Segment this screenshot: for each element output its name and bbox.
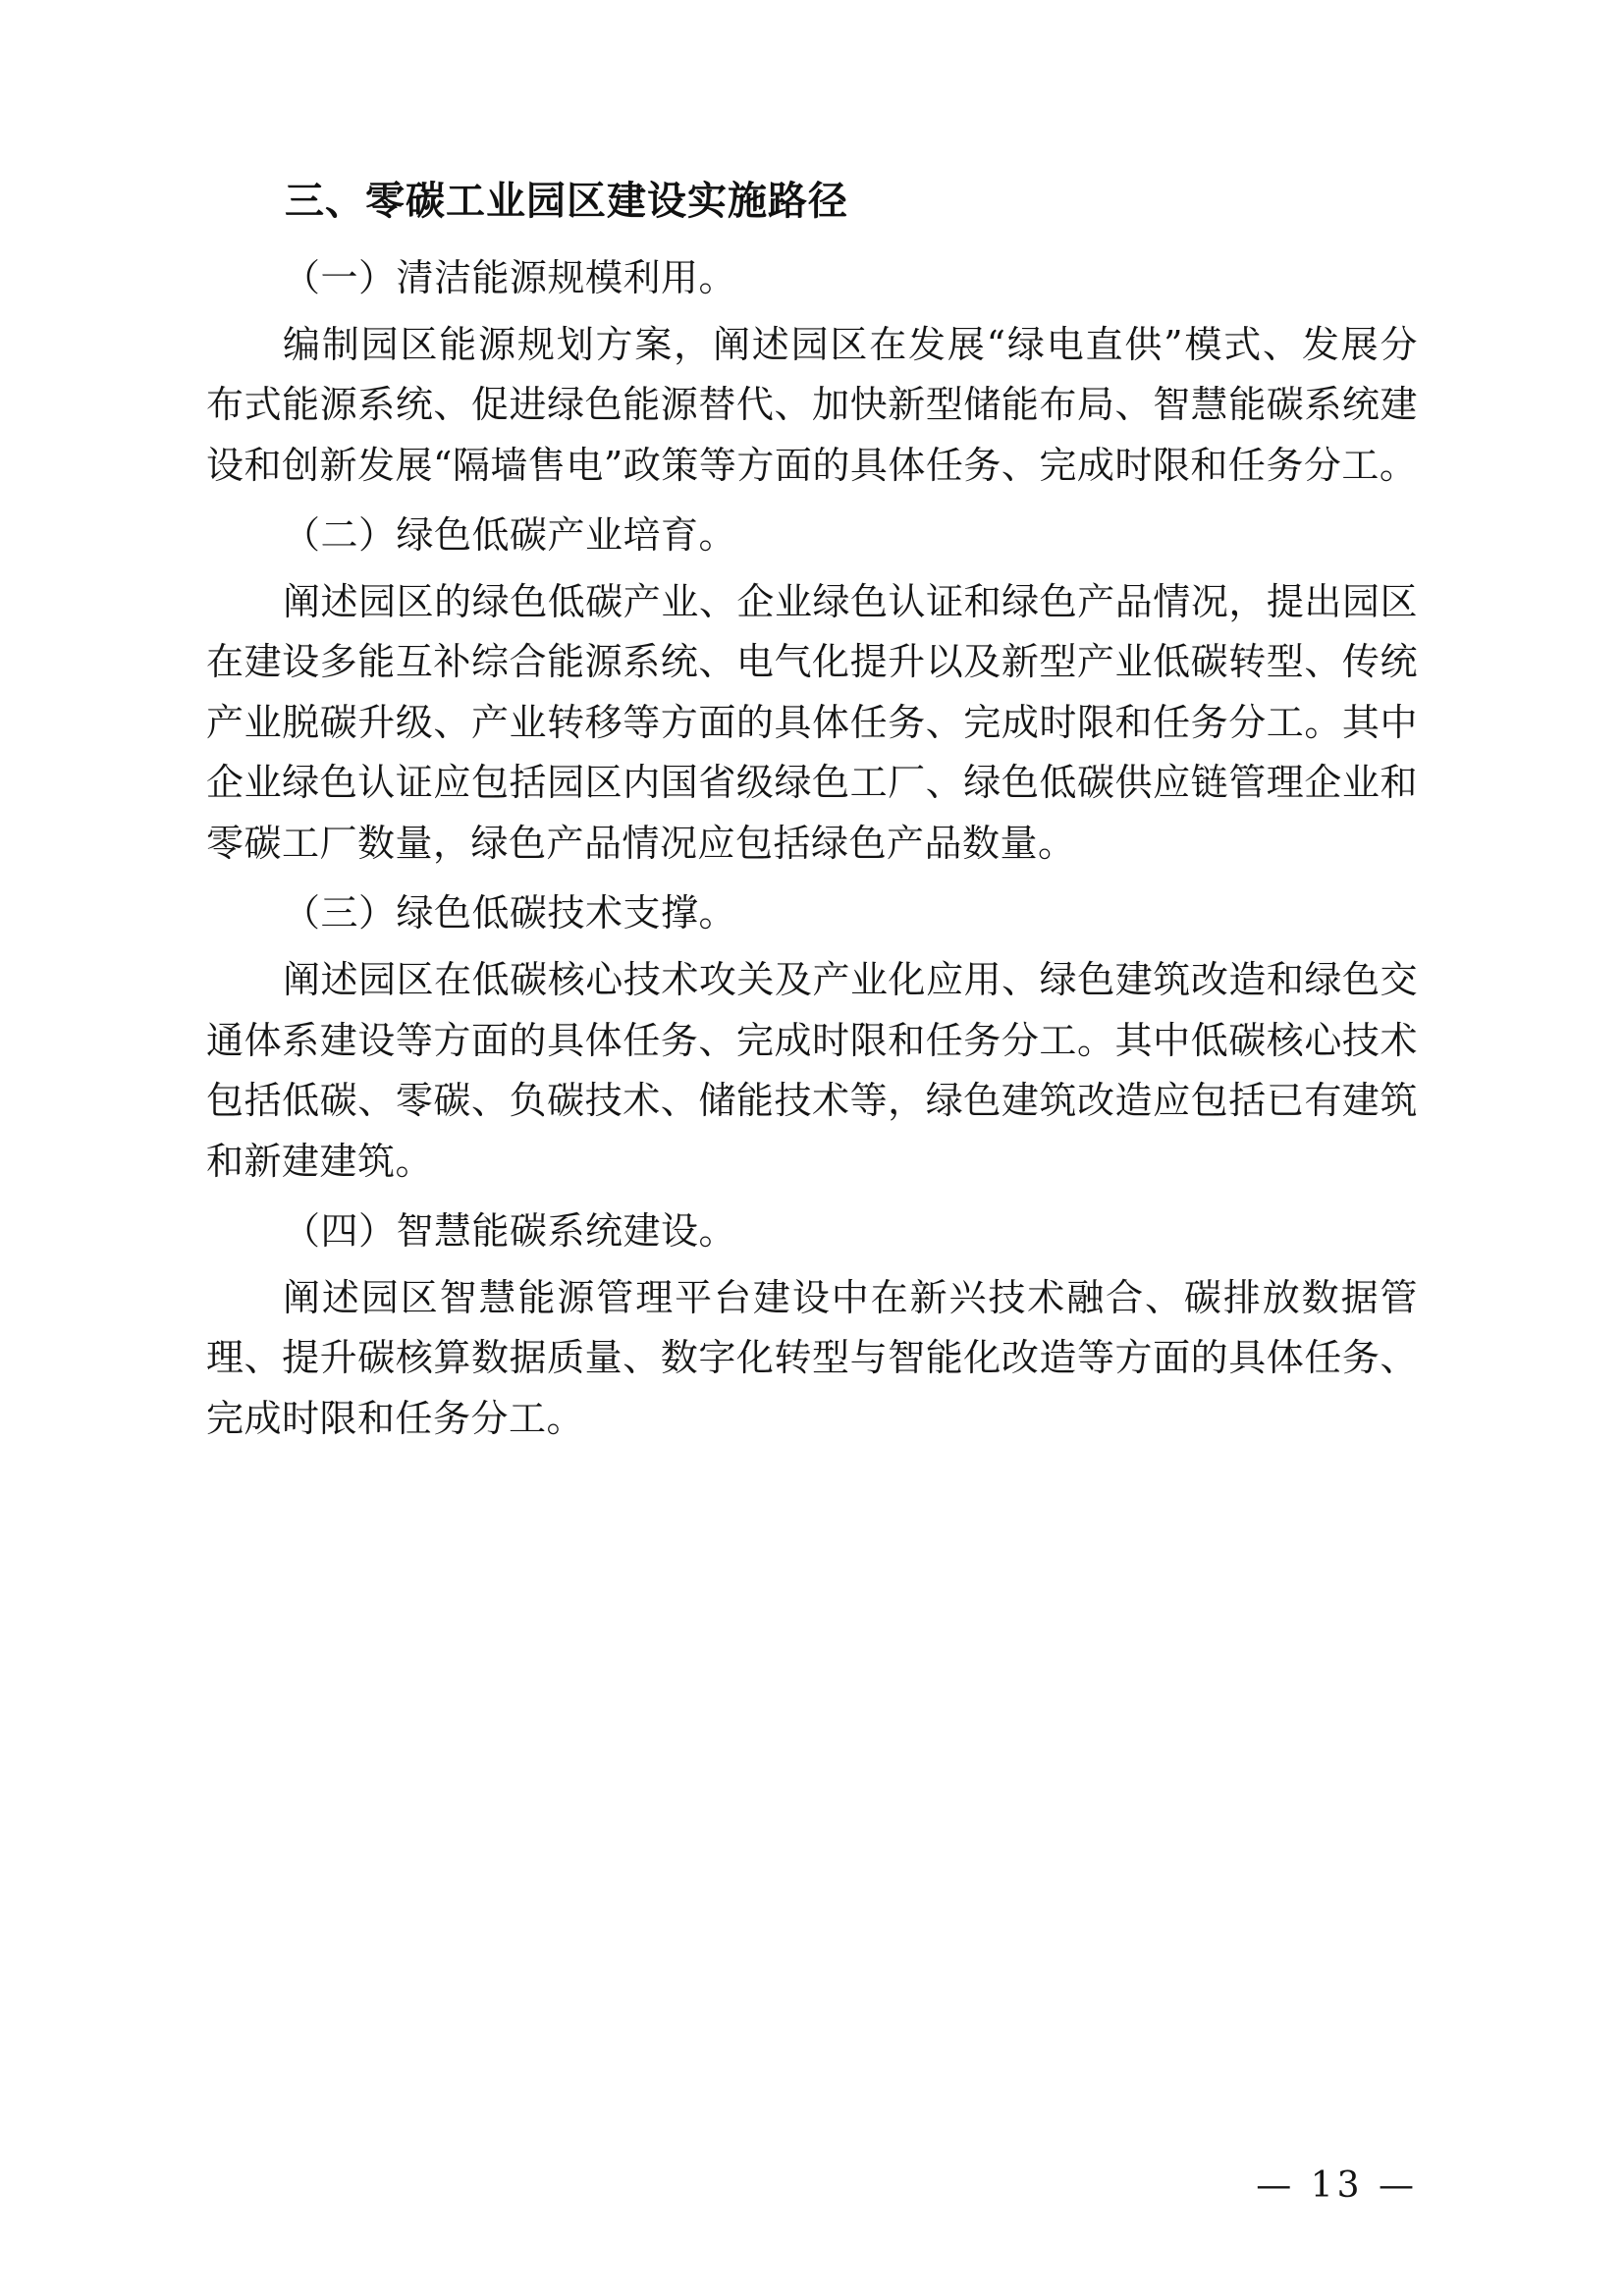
subsection-heading-2: （二）绿色低碳产业培育。: [283, 513, 737, 558]
paragraph-1: 编制园区能源规划方案，阐述园区在发展“绿电直供”模式、发展分布式能源系统、促进绿色能源替代、加快新型储能布局、智慧能碳系统建设和创新发展“隔墙售电”政策等方面的具体任务、完成时限和任务分工。: [206, 322, 1418, 487]
document-body: [206, 172, 1418, 1449]
subsection-heading-3: （三）绿色低碳技术支撑。: [283, 891, 737, 935]
paragraph-4: 阐述园区智慧能源管理平台建设中在新兴技术融合、碳排放数据管理、提升碳核算数据质量、数字化转型与智能化改造等方面的具体任务、完成时限和任务分工。: [206, 1275, 1418, 1440]
paragraph-3: 阐述园区在低碳核心技术攻关及产业化应用、绿色建筑改造和绿色交通体系建设等方面的具体任务、完成时限和任务分工。其中低碳核心技术包括低碳、零碳、负碳技术、储能技术等，绿色建筑改造应包括已有建筑和新建建筑。: [206, 958, 1418, 1183]
page-number: — 13 —: [1256, 2165, 1418, 2206]
page-title: 三、零碳工业园区建设实施路径: [285, 178, 848, 224]
subsection-heading-4: （四）智慧能碳系统建设。: [283, 1209, 737, 1254]
subsection-heading-1: （一）清洁能源规模利用。: [283, 256, 737, 299]
paragraph-2: 阐述园区的绿色低碳产业、企业绿色认证和绿色产品情况，提出园区在建设多能互补综合能源系统、电气化提升以及新型产业低碳转型、传统产业脱碳升级、产业转移等方面的具体任务、完成时限和任务分工。其中企业绿色认证应包括园区内国省级绿色工厂、绿色低碳供应链管理企业和零碳工厂数量，绿色产品情况应包括绿色产品数量。: [206, 579, 1418, 865]
